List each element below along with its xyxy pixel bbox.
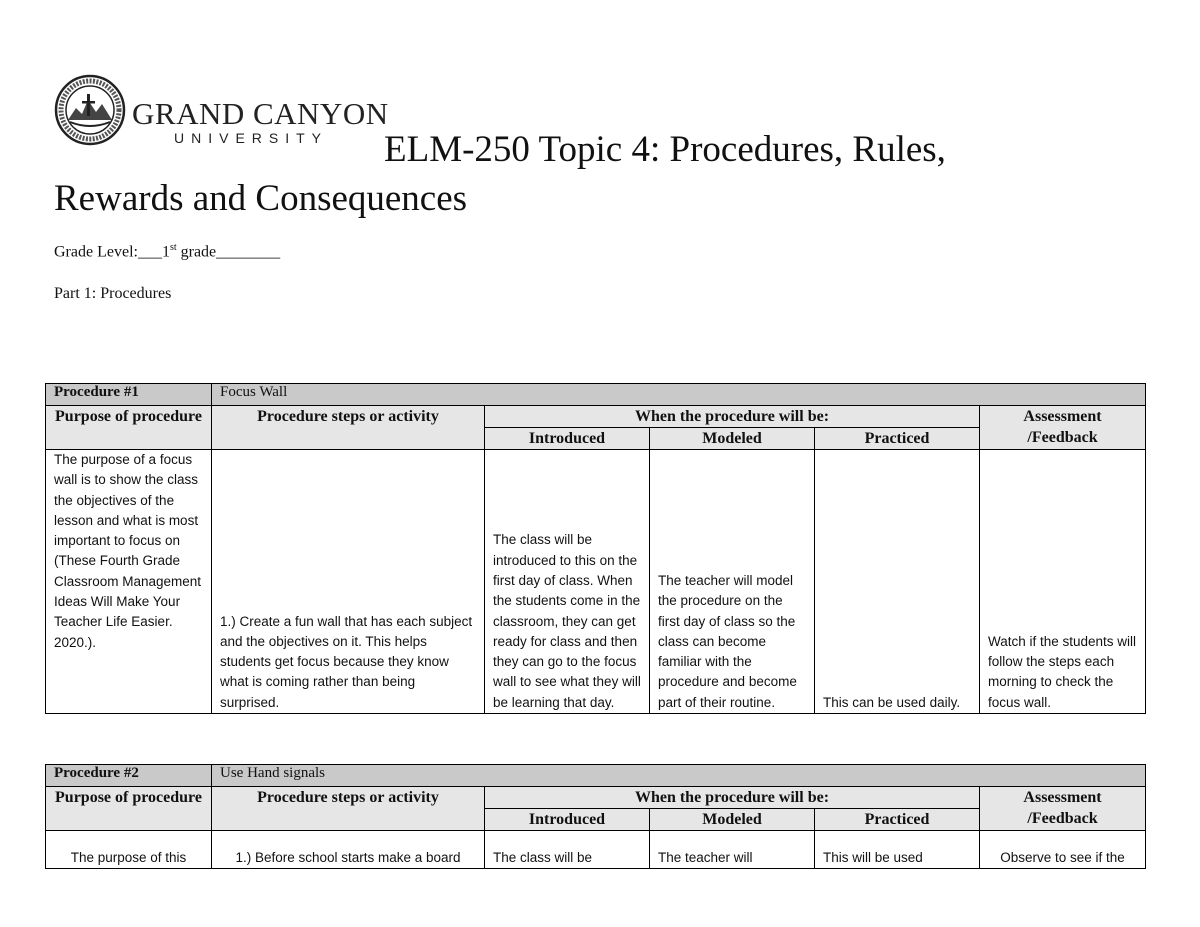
when-header: When the procedure will be: [485,406,980,428]
introduced-cell: The class will be introduced to this on the first day of class. When the students come in the classroom, they can get ready for class and then they can go to the focus wall to see what they will be learning that day. [485,450,650,714]
introduced-header: Introduced [485,809,650,831]
assessment-header: Assessment /Feedback [980,787,1146,831]
grade-level [54,242,280,261]
modeled-cell: The teacher will model the procedure on the first day of class so the class can become familiar with the procedure and become part of their routine. [650,450,815,714]
steps-cell: 1.) Before school starts make a board [212,831,485,869]
procedure-label: Procedure #2 [46,765,212,787]
practiced-header: Practiced [815,809,980,831]
modeled-cell: The teacher will [650,831,815,869]
purpose-header: Purpose of procedure [46,406,212,450]
assessment-cell: Observe to see if the [980,831,1146,869]
grade-level-prefix: Grade Level:___1 [54,243,170,261]
procedure-table-2 [45,764,1146,869]
introduced-cell: The class will be [485,831,650,869]
wordmark-university: UNIVERSITY [174,130,329,146]
purpose-cell: The purpose of a focus wall is to show the class the objectives of the lesson and what is most important to focus on (These Fourth Grade Classroom Management Ideas Will Make Your Teacher Life Easier. 2020.). [46,450,212,714]
steps-header: Procedure steps or activity [212,406,485,450]
assessment-header: Assessment /Feedback [980,406,1146,450]
procedure-table-1 [45,383,1146,714]
university-logo [54,74,389,154]
practiced-header: Practiced [815,428,980,450]
assessment-cell: Watch if the students will follow the steps each morning to check the focus wall. [980,450,1146,714]
wordmark-grand-canyon: GRAND CANYON [132,96,389,131]
grade-level-sup: st [169,242,177,253]
purpose-header: Purpose of procedure [46,787,212,831]
purpose-cell: The purpose of this [46,831,212,869]
page-title-line-2: Rewards and Consequences [54,178,468,219]
steps-header: Procedure steps or activity [212,787,485,831]
grade-level-suffix: grade________ [176,243,281,261]
practiced-cell: This will be used [815,831,980,869]
procedure-label: Procedure #1 [46,384,212,406]
introduced-header: Introduced [485,428,650,450]
part-heading: Part 1: Procedures [54,285,172,302]
steps-cell: 1.) Create a fun wall that has each subject and the objectives on it. This helps students get focus because they know what is coming rather than being surprised. [212,450,485,714]
university-seal-icon [54,74,126,146]
modeled-header: Modeled [650,809,815,831]
when-header: When the procedure will be: [485,787,980,809]
modeled-header: Modeled [650,428,815,450]
procedure-name: Use Hand signals [212,765,1146,787]
practiced-cell: This can be used daily. [815,450,980,714]
procedure-name: Focus Wall [212,384,1146,406]
page-title-line-1: ELM-250 Topic 4: Procedures, Rules, [384,129,946,170]
